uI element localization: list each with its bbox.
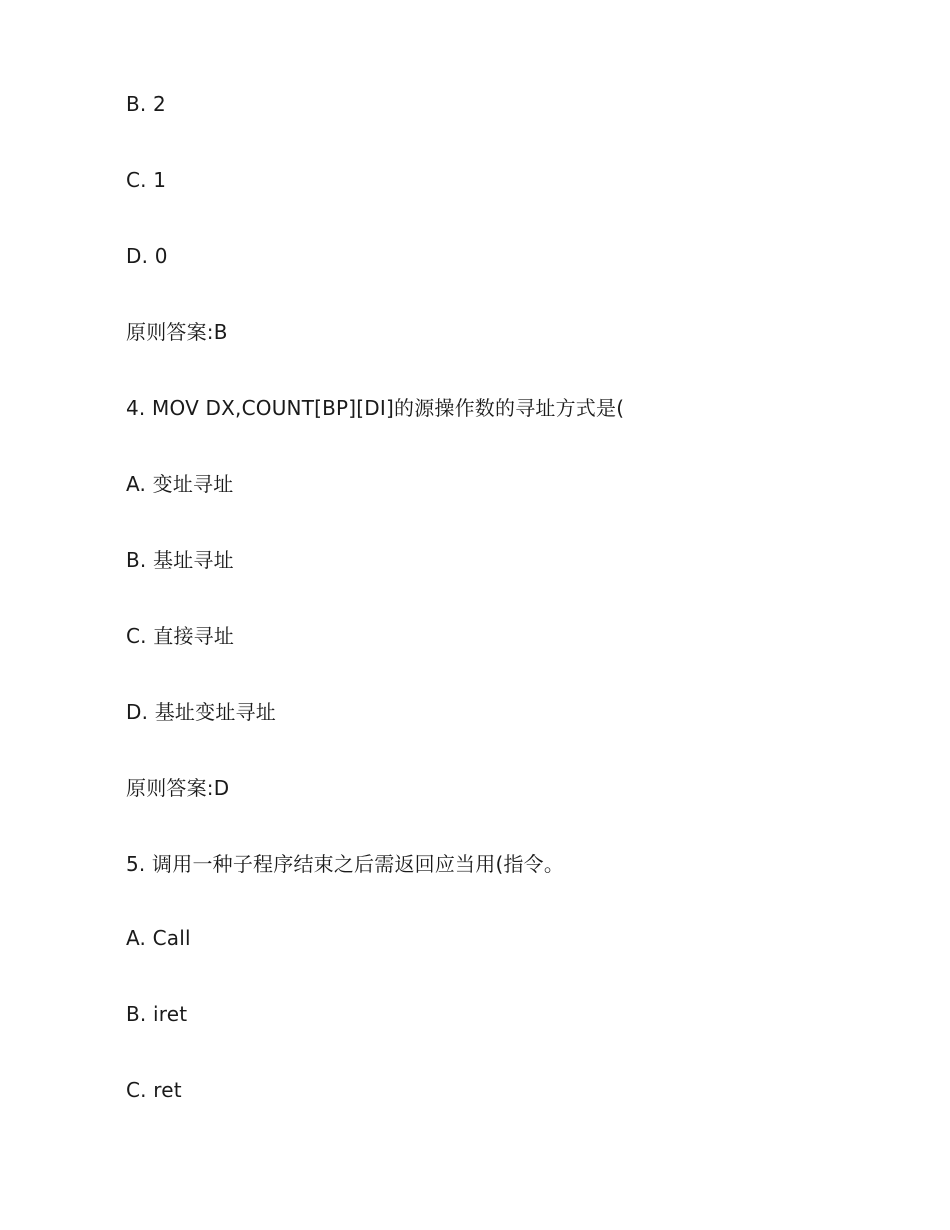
question-5: 5. 调用一种子程序结束之后需返回应当用(指令。 xyxy=(126,852,565,876)
option-c-q3: C. 1 xyxy=(126,168,167,192)
option-a-q4: A. 变址寻址 xyxy=(126,472,234,496)
answer-q4: 原则答案:D xyxy=(126,776,230,800)
option-c-q4: C. 直接寻址 xyxy=(126,624,235,648)
option-b-q3: B. 2 xyxy=(126,92,166,116)
option-c-q5: C. ret xyxy=(126,1078,182,1102)
option-d-q3: D. 0 xyxy=(126,244,168,268)
answer-q3: 原则答案:B xyxy=(126,320,228,344)
option-b-q4: B. 基址寻址 xyxy=(126,548,234,572)
option-a-q5: A. Call xyxy=(126,926,191,950)
question-4: 4. MOV DX,COUNT[BP][DI]的源操作数的寻址方式是( xyxy=(126,396,625,420)
option-b-q5: B. iret xyxy=(126,1002,188,1026)
option-d-q4: D. 基址变址寻址 xyxy=(126,700,276,724)
